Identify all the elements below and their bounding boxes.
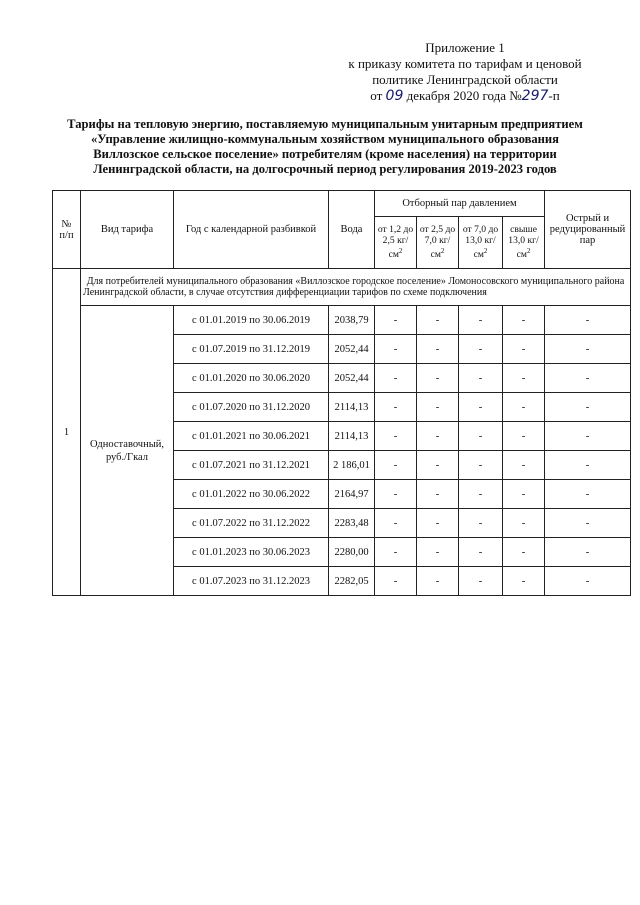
header-sharp-steam: Острый и редуцированный пар bbox=[545, 191, 631, 269]
dash-cell: - bbox=[503, 538, 545, 567]
document-title bbox=[60, 117, 590, 177]
dash-cell: - bbox=[375, 422, 417, 451]
water-value-cell: 2164,97 bbox=[329, 480, 375, 509]
water-value-cell: 2038,79 bbox=[329, 306, 375, 335]
dash-cell: - bbox=[417, 306, 459, 335]
dash-cell: - bbox=[417, 422, 459, 451]
dash-cell: - bbox=[417, 451, 459, 480]
dash-cell: - bbox=[375, 451, 417, 480]
period-cell: с 01.07.2019 по 31.12.2019 bbox=[174, 335, 329, 364]
dash-cell: - bbox=[375, 364, 417, 393]
header-number: № п/п bbox=[53, 191, 81, 269]
tariff-name: Одноставочный, руб./Гкал bbox=[81, 306, 174, 596]
appendix-order-line: к приказу комитета по тарифам и ценовой bbox=[348, 56, 582, 71]
dash-cell: - bbox=[459, 364, 503, 393]
dash-cell: - bbox=[545, 538, 631, 567]
dash-cell: - bbox=[375, 567, 417, 596]
dash-cell: - bbox=[545, 393, 631, 422]
handwritten-number: 297 bbox=[521, 88, 549, 104]
dash-cell: - bbox=[545, 306, 631, 335]
dash-cell: - bbox=[417, 364, 459, 393]
dash-cell: - bbox=[503, 393, 545, 422]
dash-cell: - bbox=[545, 509, 631, 538]
water-value-cell: 2114,13 bbox=[329, 393, 375, 422]
header-pressure-3: от 7,0 до 13,0 $кг/см^2$ bbox=[459, 217, 503, 269]
water-value-cell: 2 186,01 bbox=[329, 451, 375, 480]
dash-cell: - bbox=[375, 335, 417, 364]
dash-cell: - bbox=[459, 567, 503, 596]
title-line-3: Виллозское сельское поселение» потребителям (кроме населения) на территории bbox=[93, 147, 557, 161]
header-pressure-1: от 1,2 до 2,5 $кг/см^2$ bbox=[375, 217, 417, 269]
dash-cell: - bbox=[503, 480, 545, 509]
period-cell: с 01.01.2019 по 30.06.2019 bbox=[174, 306, 329, 335]
dash-cell: - bbox=[459, 451, 503, 480]
dash-cell: - bbox=[459, 509, 503, 538]
dash-cell: - bbox=[375, 480, 417, 509]
dash-cell: - bbox=[545, 480, 631, 509]
dash-cell: - bbox=[545, 335, 631, 364]
period-cell: с 01.01.2022 по 30.06.2022 bbox=[174, 480, 329, 509]
dash-cell: - bbox=[375, 306, 417, 335]
tariff-table bbox=[52, 190, 631, 596]
period-cell: с 01.07.2022 по 31.12.2022 bbox=[174, 509, 329, 538]
dash-cell: - bbox=[503, 422, 545, 451]
water-value-cell: 2052,44 bbox=[329, 335, 375, 364]
dash-cell: - bbox=[417, 509, 459, 538]
header-steam-group: Отборный пар давлением bbox=[375, 191, 545, 217]
dash-cell: - bbox=[417, 538, 459, 567]
water-value-cell: 2052,44 bbox=[329, 364, 375, 393]
header-pressure-2: от 2,5 до 7,0 $кг/см^2$ bbox=[417, 217, 459, 269]
water-value-cell: 2280,00 bbox=[329, 538, 375, 567]
period-cell: с 01.01.2021 по 30.06.2021 bbox=[174, 422, 329, 451]
dash-cell: - bbox=[459, 335, 503, 364]
dash-cell: - bbox=[545, 422, 631, 451]
section-description: Для потребителей муниципального образования «Виллозское городское поселение» Ломоносовского муниципального района Ленинградской области, в случае отсутствия дифференциации тарифов по схеме подключения bbox=[81, 269, 631, 306]
header-tariff-type: Вид тарифа bbox=[81, 191, 174, 269]
number-suffix: -п bbox=[548, 88, 560, 103]
dash-cell: - bbox=[503, 306, 545, 335]
dash-cell: - bbox=[417, 393, 459, 422]
dash-cell: - bbox=[375, 393, 417, 422]
dash-cell: - bbox=[545, 451, 631, 480]
appendix-title: Приложение 1 bbox=[425, 40, 505, 55]
date-prefix: от bbox=[370, 88, 383, 103]
dash-cell: - bbox=[545, 364, 631, 393]
header-year: Год с календарной разбивкой bbox=[174, 191, 329, 269]
period-cell: с 01.01.2023 по 30.06.2023 bbox=[174, 538, 329, 567]
dash-cell: - bbox=[503, 364, 545, 393]
period-cell: с 01.07.2020 по 31.12.2020 bbox=[174, 393, 329, 422]
dash-cell: - bbox=[503, 509, 545, 538]
dash-cell: - bbox=[417, 335, 459, 364]
section-number: 1 bbox=[53, 269, 81, 596]
header-water: Вода bbox=[329, 191, 375, 269]
title-line-1: Тарифы на тепловую энергию, поставляемую муниципальным унитарным предприятием bbox=[67, 117, 583, 131]
appendix-committee-line: политике Ленинградской области bbox=[372, 72, 558, 87]
dash-cell: - bbox=[459, 422, 503, 451]
date-middle: декабря 2020 года № bbox=[406, 88, 522, 103]
dash-cell: - bbox=[459, 393, 503, 422]
dash-cell: - bbox=[417, 567, 459, 596]
dash-cell: - bbox=[459, 538, 503, 567]
title-line-4: Ленинградской области, на долгосрочный период регулирования 2019-2023 годов bbox=[93, 162, 557, 176]
water-value-cell: 2114,13 bbox=[329, 422, 375, 451]
water-value-cell: 2282,05 bbox=[329, 567, 375, 596]
dash-cell: - bbox=[375, 538, 417, 567]
dash-cell: - bbox=[503, 451, 545, 480]
table-row bbox=[53, 306, 631, 335]
dash-cell: - bbox=[545, 567, 631, 596]
dash-cell: - bbox=[503, 567, 545, 596]
period-cell: с 01.07.2021 по 31.12.2021 bbox=[174, 451, 329, 480]
dash-cell: - bbox=[459, 306, 503, 335]
water-value-cell: 2283,48 bbox=[329, 509, 375, 538]
dash-cell: - bbox=[459, 480, 503, 509]
appendix-header bbox=[340, 40, 590, 104]
dash-cell: - bbox=[417, 480, 459, 509]
header-pressure-4: свыше 13,0 $кг/см^2$ bbox=[503, 217, 545, 269]
dash-cell: - bbox=[375, 509, 417, 538]
dash-cell: - bbox=[503, 335, 545, 364]
period-cell: с 01.07.2023 по 31.12.2023 bbox=[174, 567, 329, 596]
period-cell: с 01.01.2020 по 30.06.2020 bbox=[174, 364, 329, 393]
title-line-2: «Управление жилищно-коммунальным хозяйством муниципального образования bbox=[91, 132, 559, 146]
appendix-date-line bbox=[340, 88, 590, 104]
handwritten-day: 09 bbox=[385, 88, 404, 104]
